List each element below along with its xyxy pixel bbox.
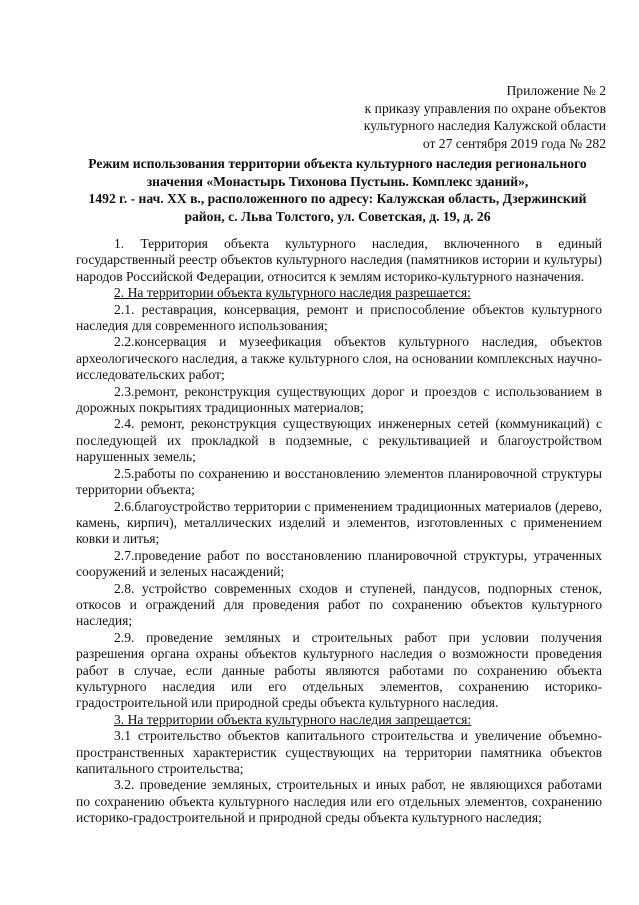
appendix-number: Приложение № 2 <box>506 83 606 98</box>
paragraph-2-7: 2.7.проведение работ по восстановлению планировочной структуры, утраченных сооружений и зеленых насаждений; <box>76 547 602 580</box>
section-2-heading: 2. На территории объекта культурного наследия разрешается: <box>114 285 471 301</box>
paragraph-2-3: 2.3.ремонт, реконструкция существующих дорог и проездов с использованием в дорожных покрытиях традиционных материалов; <box>76 383 602 416</box>
appendix-order-ref: к приказу управления по охране объектов <box>364 100 606 116</box>
title-line-3: 1492 г. - нач. XX в., расположенного по адресу: Калужская область, Дзержинский <box>88 191 587 206</box>
paragraph-2-5: 2.5.работы по сохранению и восстановлению элементов планировочной структуры территории объекта; <box>76 465 602 498</box>
title-line-4: район, с. Льва Толстого, ул. Советская, д. 19, д. 26 <box>184 208 491 224</box>
paragraph-2-8: 2.8. устройство современных сходов и ступеней, пандусов, подпорных стенок, откосов и ограждений для проведения работ по сохранению объектов культурного наследия; <box>76 580 602 629</box>
appendix-header <box>286 82 606 152</box>
paragraph-3-1: 3.1 строительство объектов капитального строительства и увеличение объемно-пространственных характеристик существующих на территории памятника объектов капитального строительства; <box>76 728 602 776</box>
document-title <box>60 155 615 225</box>
paragraph-2-4: 2.4. ремонт, реконструкция существующих инженерных сетей (коммуникаций) с последующей их прокладкой в подземные, с рекультивацией и благоустройством нарушенных земель; <box>76 416 602 465</box>
document-body <box>76 236 602 827</box>
paragraph-2-9: 2.9. проведение земляных и строительных работ при условии получения разрешения органа охраны объектов культурного наследия о возможности проведения работ в случае, если данные работы являются работами по сохранению объекта культурного наследия или его отдельных элементов, сохранению историко-градостроительной или природной среды объекта культурного наследия. <box>76 629 602 711</box>
paragraph-2-6: 2.6.благоустройство территории с применением традиционных материалов (дерево, камень, кирпич), металлических изделий и элементов, изготовленных с применением ковки и литья; <box>76 498 602 547</box>
paragraph-2-1: 2.1. реставрация, консервация, ремонт и приспособление объектов культурного наследия для современного использования; <box>76 301 602 334</box>
paragraph-3-2: 3.2. проведение земляных, строительных и иных работ, не являющихся работами по сохранению объекта культурного наследия или его отдельных элементов, сохранению историко-градостроительной и природной среды объекта культурного наследия; <box>76 777 602 826</box>
appendix-authority: культурного наследия Калужской области <box>363 118 606 134</box>
section-3-heading: 3. На территории объекта культурного наследия запрещается: <box>114 711 472 727</box>
paragraph-1: 1. Территория объекта культурного наследия, включенного в единый государственный реестр объектов культурного наследия (памятников истории и культуры) народов Российской Федерации, относится к землям историко-культурного назначения. <box>76 236 602 284</box>
title-line-2: значения «Монастырь Тихонова Пустынь. Комплекс зданий», <box>146 173 529 189</box>
appendix-date: от 27 сентября 2019 года № 282 <box>422 135 606 151</box>
title-line-1: Режим использования территории объекта культурного наследия регионального <box>88 156 587 171</box>
paragraph-2-2: 2.2.консервация и музеефикация объектов культурного наследия, объектов археологического наследия, а также культурного слоя, на основании комплексных научно-исследовательских работ; <box>76 334 602 383</box>
